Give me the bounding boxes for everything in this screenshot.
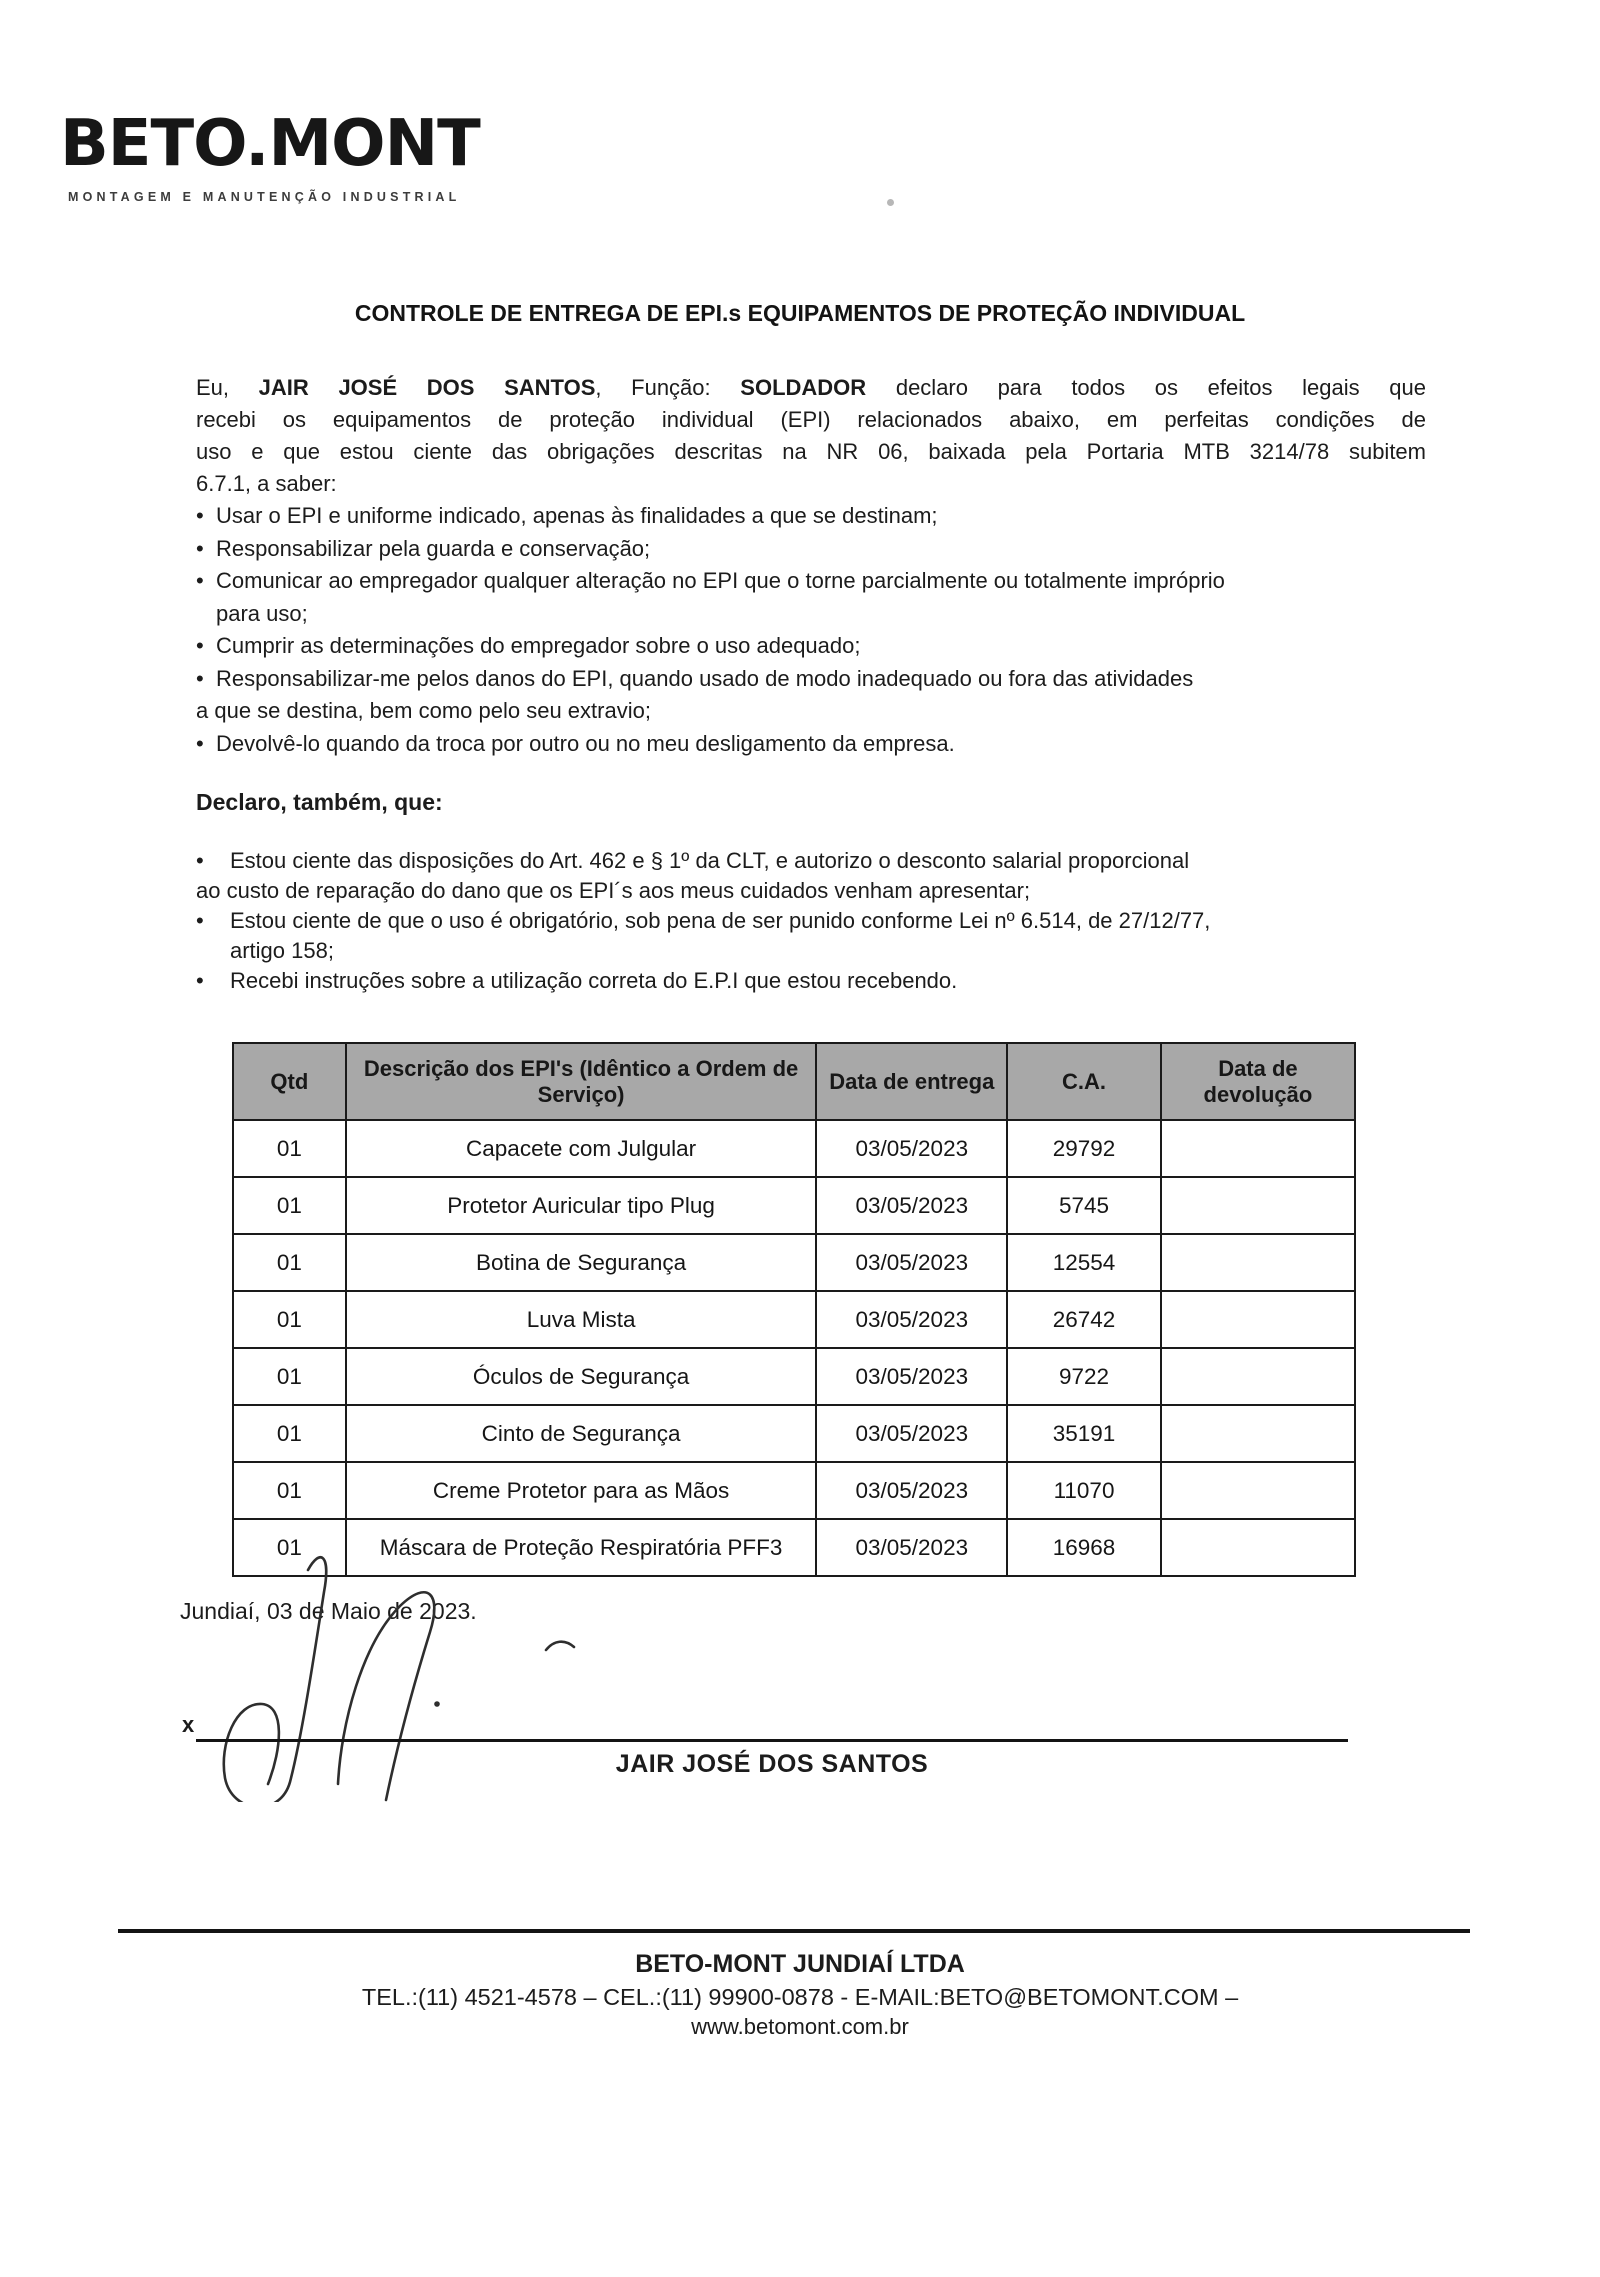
bullet-icon: • [196,535,204,561]
list-item: • Devolvê-lo quando da troca por outro ou no meu desligamento da empresa. [196,728,1426,761]
signature-line [196,1739,1348,1742]
cell-data-entrega: 03/05/2023 [816,1462,1007,1519]
bullet-icon: • [196,848,204,873]
table-row [233,1405,1355,1462]
cell-ca: 29792 [1007,1120,1161,1177]
cell-qtd: 01 [233,1405,346,1462]
intro-seg1: Eu, [196,375,259,400]
cell-qtd: 01 [233,1120,346,1177]
list-item: • Estou ciente das disposições do Art. 462 e § 1º da CLT, e autorizo o desconto salarial proporcional [196,846,1426,876]
cell-data-entrega: 03/05/2023 [816,1519,1007,1576]
signature-x-label: x [182,1712,195,1737]
logo-wordmark: BETO.MONT [60,107,480,181]
col-header-descricao: Descrição dos EPI's (Idêntico a Ordem de Serviço) [346,1043,817,1120]
cell-qtd: 01 [233,1234,346,1291]
cell-data-devolucao [1161,1234,1355,1291]
footer-contact: TEL.:(11) 4521-4578 – CEL.:(11) 99900-0878 - E-MAIL:BETO@BETOMONT.COM – [361,1984,1239,2010]
epi-table [232,1042,1356,1577]
obligations-list [196,500,1426,760]
declaro-heading: Declaro, também, que: [196,789,443,815]
document-title: CONTROLE DE ENTREGA DE EPI.s EQUIPAMENTOS DE PROTEÇÃO INDIVIDUAL [354,300,1246,326]
table-row [233,1348,1355,1405]
cell-data-devolucao [1161,1405,1355,1462]
document-body [196,372,1426,1577]
intro-line-3: uso e que estou ciente das obrigações descritas na NR 06, baixada pela Portaria MTB 3214/78 subitem [196,439,1426,464]
cell-ca: 26742 [1007,1291,1161,1348]
footer-divider [118,1929,1470,1933]
intro-line-4: 6.7.1, a saber: [196,471,337,496]
intro-paragraph [196,372,1426,500]
col-header-qtd: Qtd [233,1043,346,1120]
table-row [233,1120,1355,1177]
cell-data-entrega: 03/05/2023 [816,1234,1007,1291]
bullet-icon: • [196,730,204,756]
bullet-icon: • [196,633,204,658]
cell-qtd: 01 [233,1348,346,1405]
logo-tagline: MONTAGEM E MANUTENÇÃO INDUSTRIAL [68,190,461,204]
cell-descricao: Creme Protetor para as Mãos [346,1462,817,1519]
signatory-name: JAIR JOSÉ DOS SANTOS [615,1750,929,1778]
footer-company: BETO-MONT JUNDIAÍ LTDA [635,1950,965,1978]
declarations-list [196,846,1426,996]
intro-seg3: declaro para todos os efeitos legais que [866,375,1426,400]
date-line: Jundiaí, 03 de Maio de 2023. [180,1598,477,1624]
bullet-icon: • [196,503,204,528]
list-item: • Recebi instruções sobre a utilização correta do E.P.I que estou recebendo. [196,966,1426,996]
footer-website: www.betomont.com.br [691,2014,909,2039]
list-item-continuation: a que se destina, bem como pelo seu extravio; [196,698,651,723]
cell-qtd: 01 [233,1177,346,1234]
cell-descricao: Cinto de Segurança [346,1405,817,1462]
cell-descricao: Botina de Segurança [346,1234,817,1291]
list-item-continuation: para uso; [216,600,308,626]
cell-data-entrega: 03/05/2023 [816,1405,1007,1462]
list-item: • Comunicar ao empregador qualquer alteração no EPI que o torne parcialmente ou totalmente impróprio [196,565,1426,598]
table-row [233,1291,1355,1348]
cell-data-entrega: 03/05/2023 [816,1348,1007,1405]
list-item: • Usar o EPI e uniforme indicado, apenas às finalidades a que se destinam; [196,500,1426,533]
intro-seg2: , Função: [595,375,741,400]
cell-descricao: Óculos de Segurança [346,1348,817,1405]
list-item: • Estou ciente de que o uso é obrigatório, sob pena de ser punido conforme Lei nº 6.514, de 27/12/77, [196,906,1426,936]
cell-qtd: 01 [233,1519,346,1576]
col-header-ca: C.A. [1007,1043,1161,1120]
table-row [233,1519,1355,1576]
epi-table-header [233,1043,1355,1120]
cell-qtd: 01 [233,1462,346,1519]
cell-qtd: 01 [233,1291,346,1348]
cell-data-devolucao [1161,1348,1355,1405]
cell-data-entrega: 03/05/2023 [816,1291,1007,1348]
cell-data-devolucao [1161,1120,1355,1177]
scan-artifact-dot [887,199,894,206]
bullet-icon: • [196,908,204,933]
cell-ca: 11070 [1007,1462,1161,1519]
list-item: • Responsabilizar-me pelos danos do EPI, quando usado de modo inadequado ou fora das atividades [196,663,1426,696]
cell-ca: 12554 [1007,1234,1161,1291]
table-row [233,1177,1355,1234]
list-item-continuation: artigo 158; [230,938,334,963]
cell-ca: 16968 [1007,1519,1161,1576]
cell-data-devolucao [1161,1462,1355,1519]
table-row [233,1462,1355,1519]
cell-data-devolucao [1161,1519,1355,1576]
list-item-continuation: ao custo de reparação do dano que os EPI´s aos meus cuidados venham apresentar; [196,878,1031,903]
intro-line-2: recebi os equipamentos de proteção individual (EPI) relacionados abaixo, em perfeitas condições de [196,407,1426,432]
cell-descricao: Protetor Auricular tipo Plug [346,1177,817,1234]
cell-ca: 35191 [1007,1405,1161,1462]
list-item: • Cumprir as determinações do empregador sobre o uso adequado; [196,630,1426,663]
bullet-icon: • [196,968,204,993]
cell-descricao: Capacete com Julgular [346,1120,817,1177]
cell-descricao: Luva Mista [346,1291,817,1348]
col-header-data-devolucao: Data de devolução [1161,1043,1355,1120]
intro-line-1 [196,372,1426,404]
cell-data-entrega: 03/05/2023 [816,1177,1007,1234]
cell-ca: 9722 [1007,1348,1161,1405]
cell-ca: 5745 [1007,1177,1161,1234]
worker-name: JAIR JOSÉ DOS SANTOS [258,375,596,400]
cell-data-entrega: 03/05/2023 [816,1120,1007,1177]
company-logo [60,107,480,204]
bullet-icon: • [196,568,204,593]
table-row [233,1234,1355,1291]
col-header-data-entrega: Data de entrega [816,1043,1007,1120]
list-item: • Responsabilizar pela guarda e conservação; [196,533,1426,566]
cell-data-devolucao [1161,1177,1355,1234]
bullet-icon: • [196,665,204,691]
cell-data-devolucao [1161,1291,1355,1348]
worker-role: SOLDADOR [740,375,867,400]
cell-descricao: Máscara de Proteção Respiratória PFF3 [346,1519,817,1576]
